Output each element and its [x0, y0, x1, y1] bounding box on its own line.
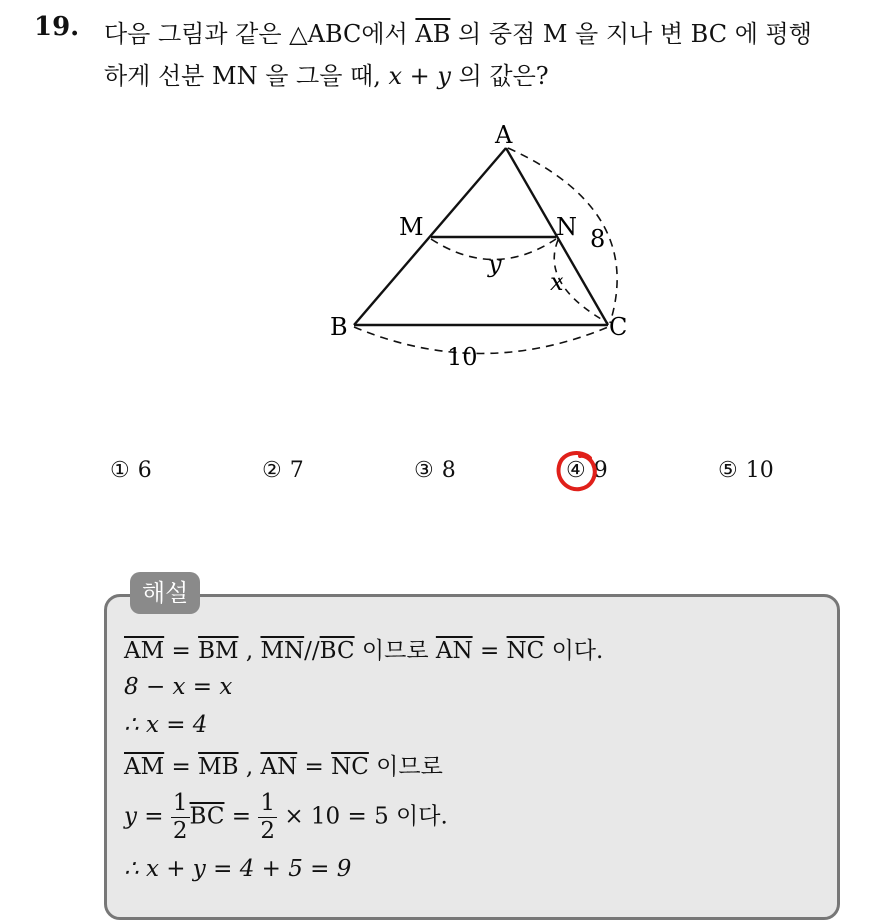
numerator: 1 [172, 790, 188, 816]
fraction-half [258, 792, 277, 843]
seg-an: $\overline{AN}$ [260, 754, 298, 780]
eq-sign: = [479, 638, 500, 664]
fraction-half [171, 792, 190, 843]
choice-mark: ③ [414, 458, 434, 483]
numerator: 1 [260, 790, 276, 816]
choice-value: 7 [289, 458, 304, 483]
seg-mn: $\overline{MN}$ [260, 638, 305, 664]
choice-value: 10 [745, 458, 774, 483]
question-expression: x + y [388, 62, 451, 90]
seg-am: $\overline{AM}$ [124, 754, 165, 780]
question-text-1b: 의 중점 M 을 지나 변 BC 에 평행 [458, 20, 812, 48]
eq-sign: = [231, 803, 252, 830]
question-text-1a: 다음 그림과 같은 △ABC에서 [104, 20, 408, 48]
choice-mark: ④ [566, 458, 586, 483]
solution-tag: 해설 [130, 572, 200, 614]
solution-line-4 [124, 748, 443, 781]
choice-2[interactable] [262, 458, 304, 483]
seg-bm: $\overline{BM}$ [198, 638, 239, 664]
y-equals: y = [124, 803, 164, 830]
label-x: x [550, 268, 564, 296]
choice-value: 6 [137, 458, 152, 483]
eq-sign: = [171, 754, 191, 780]
denominator: 2 [172, 818, 188, 844]
choice-value: 9 [593, 458, 608, 483]
question-number: 19. [34, 12, 80, 42]
seg-bc: $\overline{BC}$ [189, 803, 225, 830]
comma: , [245, 638, 254, 664]
text-end: 이다. [551, 638, 604, 664]
seg-mb: $\overline{MB}$ [198, 754, 239, 780]
seg-am: $\overline{AM}$ [124, 638, 165, 664]
calc-rest: × 10 = 5 [284, 803, 389, 830]
label-c: C [609, 313, 628, 341]
eq-sign: = [304, 754, 324, 780]
solution-line-2: 8 − x = x [124, 674, 233, 700]
question-line-2 [104, 56, 549, 91]
seg-an: $\overline{AN}$ [435, 638, 473, 664]
label-n: N [556, 213, 577, 241]
eq-sign: = [171, 638, 191, 664]
seg-bc: $\overline{BC}$ [319, 638, 355, 664]
triangle-figure [310, 110, 640, 380]
parallel-sign: // [304, 638, 320, 664]
solution-line-1 [124, 632, 603, 665]
choice-1[interactable] [110, 458, 152, 483]
seg-nc: $\overline{NC}$ [331, 754, 369, 780]
label-y: y [488, 250, 502, 278]
choice-value: 8 [441, 458, 456, 483]
choice-mark: ① [110, 458, 130, 483]
choice-3[interactable] [414, 458, 456, 483]
solution-line-5 [124, 792, 448, 843]
solution-line-6: ∴ x + y = 4 + 5 = 9 [124, 856, 352, 882]
answer-circle-mark [554, 448, 600, 494]
segment-ab: $\overline{AB}$ [415, 20, 451, 48]
solution-line-3: ∴ x = 4 [124, 712, 208, 738]
label-a: A [495, 121, 513, 149]
choice-mark: ② [262, 458, 282, 483]
comma: , [245, 754, 254, 780]
arc-bc [354, 327, 608, 354]
text-therefore: 이므로 [361, 638, 429, 664]
question-text-2b: 의 값은? [458, 62, 549, 90]
label-m: M [399, 213, 424, 241]
label-b: B [330, 313, 348, 341]
choice-mark: ⑤ [718, 458, 738, 483]
question-line-1 [104, 14, 812, 49]
text-therefore: 이므로 [376, 754, 443, 780]
choice-5[interactable] [718, 458, 774, 483]
label-10: 10 [447, 343, 478, 371]
question-text-2a: 하게 선분 MN 을 그을 때, [104, 62, 381, 90]
text-end: 이다. [396, 803, 448, 830]
label-8: 8 [590, 225, 606, 253]
seg-nc: $\overline{NC}$ [506, 638, 545, 664]
denominator: 2 [260, 818, 276, 844]
